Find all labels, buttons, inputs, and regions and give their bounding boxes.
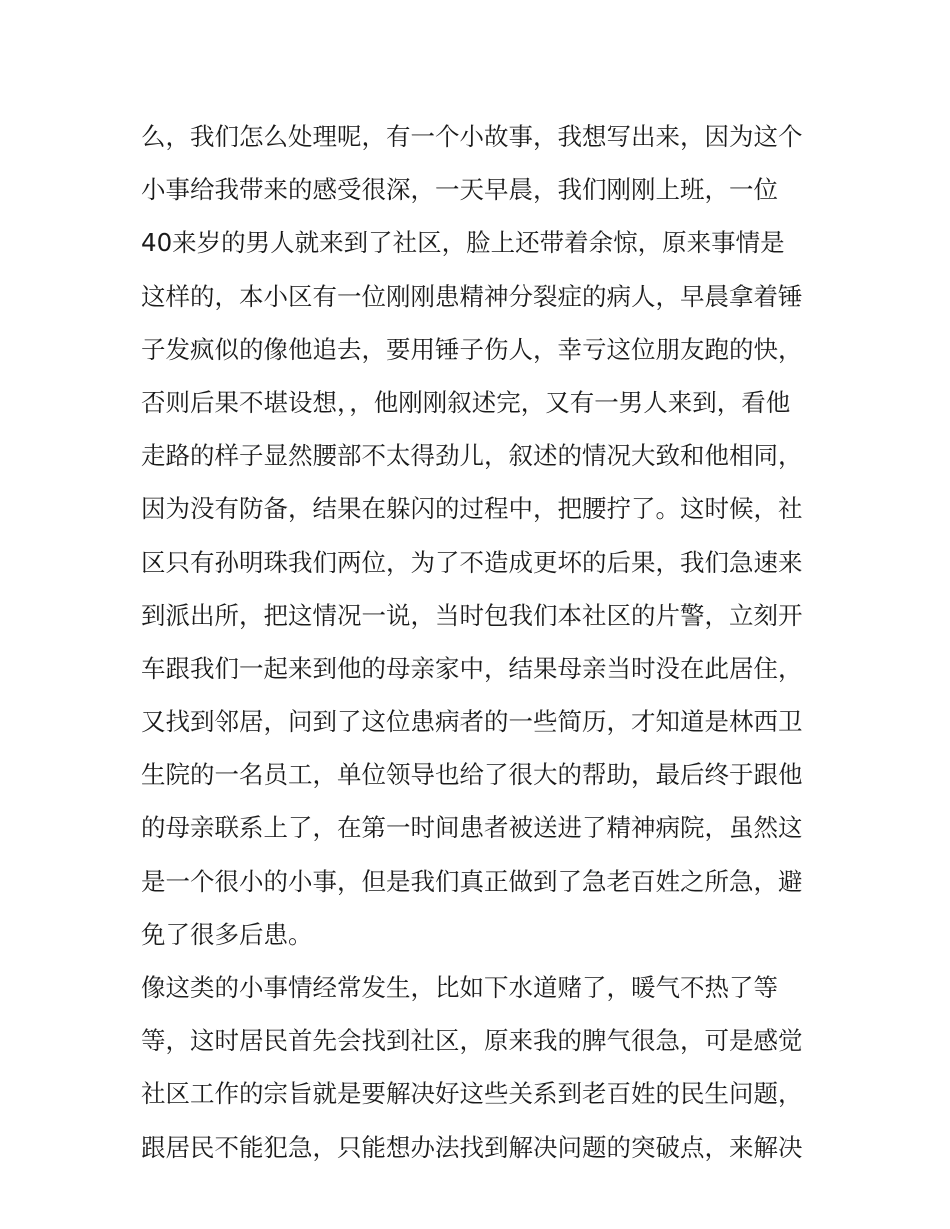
- text-line: 么，我们怎么处理呢，有一个小故事，我想写出来，因为这个: [141, 122, 803, 151]
- document-body: [141, 110, 821, 1174]
- text-line: 走路的样子显然腰部不太得劲儿，叙述的情况大致和他相同，: [141, 441, 803, 471]
- text-line: 子发疯似的像他追去，要用锤子伤人，幸亏这位朋友跑的快，: [141, 334, 803, 364]
- text-line: 这样的，本小区有一位刚刚患精神分裂症的病人，早晨拿着锤: [141, 281, 803, 311]
- text-line: 的母亲联系上了，在第一时间患者被送进了精神病院，虽然这: [141, 813, 803, 843]
- text-line: 免了很多后患。: [141, 919, 313, 949]
- text-line: 区只有孙明珠我们两位，为了不造成更坏的后果，我们急速来: [141, 547, 803, 577]
- text-line: 等，这时居民首先会找到社区，原来我的脾气很急，可是感觉: [141, 1026, 803, 1056]
- text-line: 跟居民不能犯急，只能想办法找到解决问题的突破点，来解决: [141, 1132, 803, 1162]
- text-line: 车跟我们一起来到他的母亲家中，结果母亲当时没在此居住，: [141, 653, 803, 683]
- text-line: 生院的一名员工，单位领导也给了很大的帮助，最后终于跟他: [141, 760, 803, 790]
- text-line: 40来岁的男人就来到了社区，脸上还带着余惊，原来事情是: [141, 228, 785, 258]
- text-line: 到派出所，把这情况一说，当时包我们本社区的片警，立刻开: [141, 600, 803, 630]
- text-line: 是一个很小的小事，但是我们真正做到了急老百姓之所急，避: [141, 866, 803, 896]
- text-line: 否则后果不堪设想，，他刚刚叙述完，又有一男人来到，看他: [141, 387, 791, 417]
- text-line: 因为没有防备，结果在躲闪的过程中，把腰拧了。这时候，社: [141, 494, 803, 524]
- text-line: 像这类的小事情经常发生，比如下水道赌了，暖气不热了等: [141, 973, 778, 1002]
- text-line: 社区工作的宗旨就是要解决好这些关系到老百姓的民生问题，: [141, 1079, 803, 1109]
- text-line: 又找到邻居，问到了这位患病者的一些简历，才知道是林西卫: [141, 707, 803, 737]
- text-line: 小事给我带来的感受很深，一天早晨，我们刚刚上班，一位: [141, 175, 778, 205]
